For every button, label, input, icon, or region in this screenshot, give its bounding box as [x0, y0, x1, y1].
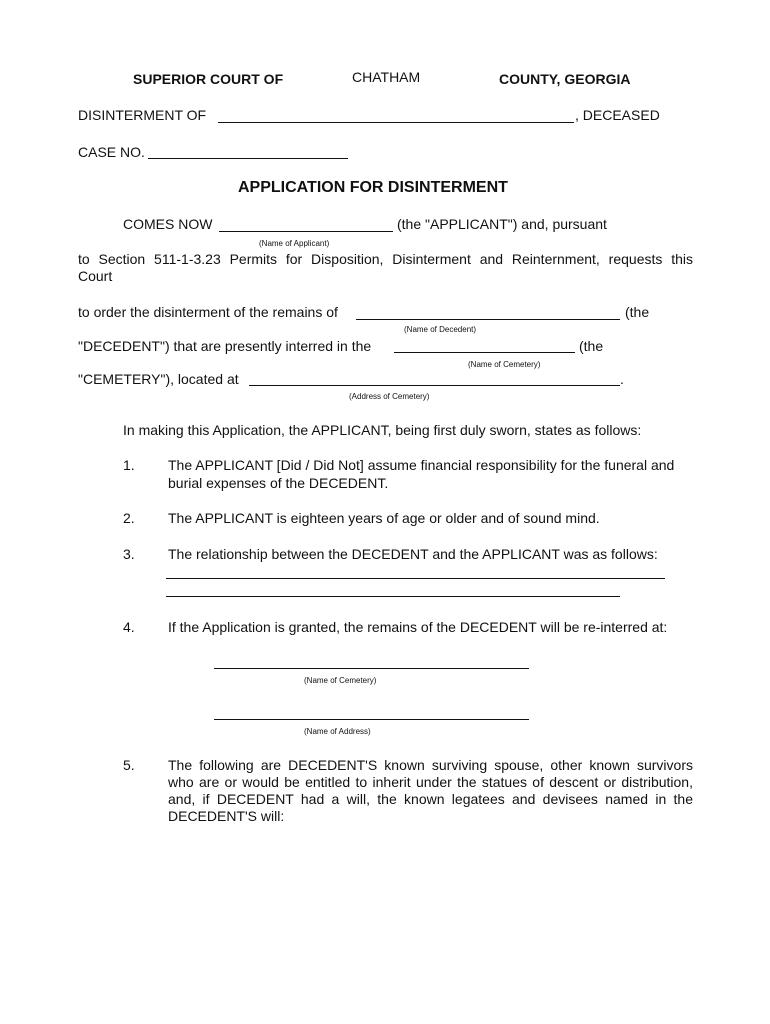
document-title: APPLICATION FOR DISINTERMENT	[238, 179, 508, 196]
comes-now-suffix: (the "APPLICANT") and, pursuant	[397, 216, 607, 232]
decedent-suffix: (the	[625, 304, 650, 320]
item-5-line-2: who are or would be entitled to inherit under the statues of descent or distribution,	[168, 774, 693, 790]
applicant-name-field[interactable]	[219, 231, 393, 232]
disinterment-prefix: DISINTERMENT OF	[78, 107, 207, 123]
decedent-prefix: to order the disinterment of the remains of	[78, 304, 338, 320]
applicant-name-caption: (Name of Applicant)	[259, 239, 330, 248]
item-2-line-1: The APPLICANT is eighteen years of age or older and of sound mind.	[168, 510, 600, 526]
item-number: 5.	[123, 757, 135, 773]
interred-suffix: (the	[579, 338, 604, 354]
cemetery-address-field[interactable]	[249, 385, 620, 386]
item-1-line-2: burial expenses of the DECEDENT.	[168, 475, 389, 491]
cemetery-address-caption: (Address of Cemetery)	[349, 392, 430, 401]
reinter-cemetery-field[interactable]	[214, 668, 529, 669]
item-5-line-1: The following are DECEDENT'S known surviving spouse, other known survivors	[168, 757, 693, 773]
located-prefix: "CEMETERY"), located at	[78, 371, 239, 387]
comes-now-prefix: COMES NOW	[123, 216, 213, 232]
deceased-name-field[interactable]	[218, 122, 574, 123]
item-4-line-1: If the Application is granted, the remains of the DECEDENT will be re-interred at:	[168, 619, 668, 635]
reinter-cemetery-caption: (Name of Cemetery)	[304, 676, 377, 685]
relationship-field-2[interactable]	[166, 596, 620, 597]
cemetery-name-field[interactable]	[394, 352, 575, 353]
item-5-line-4: DECEDENT'S will:	[168, 808, 285, 824]
court-label: SUPERIOR COURT OF	[133, 71, 284, 87]
relationship-field-1[interactable]	[166, 578, 665, 579]
statute-line-1: to Section 511-1-3.23 Permits for Disposition, Disinterment and Reinternment, requests this	[78, 251, 693, 267]
decedent-name-field[interactable]	[356, 319, 620, 320]
decedent-name-caption: (Name of Decedent)	[404, 325, 477, 334]
county-name: CHATHAM	[352, 69, 421, 85]
item-number: 3.	[123, 546, 135, 562]
located-suffix: .	[620, 371, 624, 387]
item-5-line-3: and, if DECEDENT had a will, the known legatees and devisees named in the	[168, 791, 693, 807]
case-number-label: CASE NO.	[78, 144, 145, 160]
sworn-intro: In making this Application, the APPLICANT, being first duly sworn, states as follows:	[123, 422, 642, 438]
item-3-line-1: The relationship between the DECEDENT and the APPLICANT was as follows:	[168, 546, 658, 562]
disinterment-suffix: , DECEASED	[575, 107, 660, 123]
statute-line-2: Court	[78, 268, 113, 284]
cemetery-name-caption: (Name of Cemetery)	[468, 360, 541, 369]
item-1-line-1: The APPLICANT [Did / Did Not] assume financial responsibility for the funeral and	[168, 457, 675, 473]
reinter-address-caption: (Name of Address)	[304, 727, 371, 736]
interred-prefix: "DECEDENT") that are presently interred in the	[78, 338, 372, 354]
reinter-address-field[interactable]	[214, 719, 529, 720]
item-number: 2.	[123, 510, 135, 526]
case-number-field[interactable]	[148, 158, 348, 159]
item-number: 1.	[123, 457, 135, 473]
county-state-label: COUNTY, GEORGIA	[499, 71, 631, 87]
item-number: 4.	[123, 619, 135, 635]
